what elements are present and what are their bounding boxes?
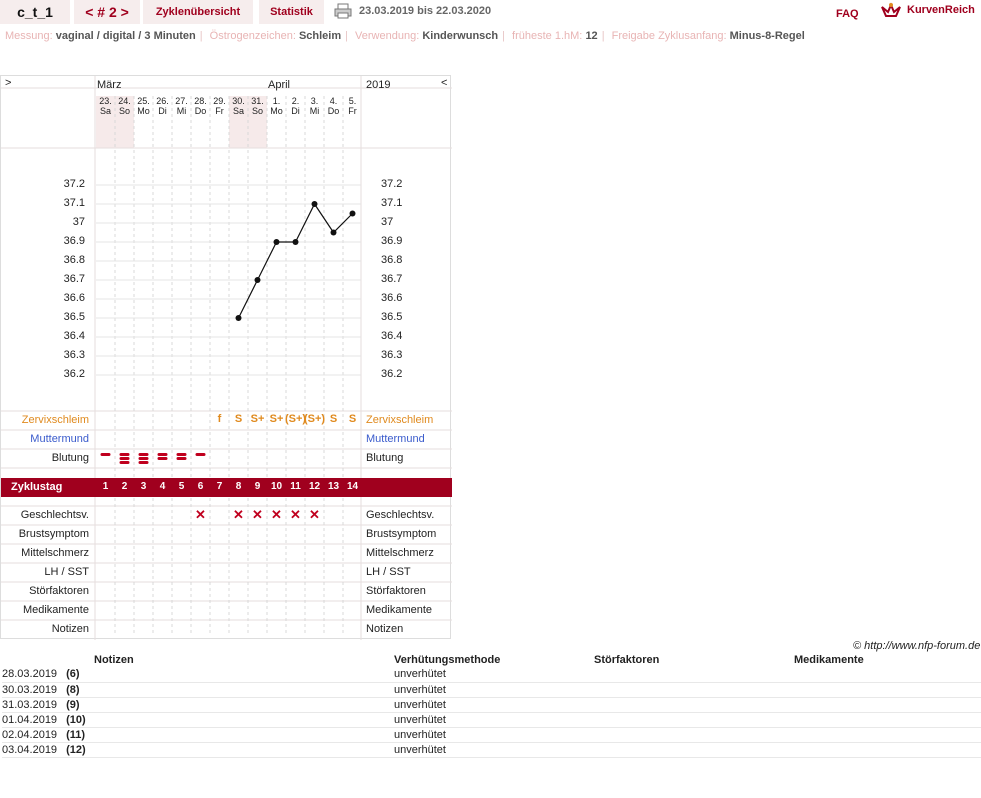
temp-tick-left: 36.7	[63, 273, 85, 285]
zervix-label: Zervixschleim	[21, 414, 89, 426]
notes-date-header	[2, 653, 94, 667]
blutung-label: Blutung	[51, 452, 89, 464]
note-method: unverhütet	[394, 667, 594, 682]
note-method: unverhütet	[394, 727, 594, 742]
day-header	[267, 96, 286, 116]
day-header	[210, 96, 229, 116]
cycle-day-number: 8	[235, 481, 242, 492]
zyklustag-label: Zyklustag	[11, 481, 63, 493]
method-header: Verhütungsmethode	[394, 654, 501, 666]
stoer-label: Störfaktoren	[29, 585, 89, 597]
lh-label-right: LH / SST	[366, 566, 411, 578]
cycle-chart	[0, 75, 451, 639]
weekday: Do	[327, 106, 340, 116]
note-text	[94, 727, 394, 742]
note-medi	[794, 742, 981, 757]
gv-label: Geschlechtsv.	[20, 509, 89, 521]
cycle-day-number: 3	[140, 481, 147, 492]
temperature-point[interactable]	[331, 230, 337, 236]
day-number: 29.	[213, 96, 226, 106]
intercourse-mark: ✕	[271, 507, 282, 522]
table-row[interactable]	[2, 697, 981, 712]
faq-link[interactable]: FAQ	[836, 8, 859, 20]
day-number: 5.	[348, 96, 357, 106]
day-header	[248, 96, 267, 116]
temp-tick-right: 36.7	[381, 273, 403, 285]
day-header	[229, 96, 248, 116]
day-header	[191, 96, 210, 116]
zervix-mark: S+	[269, 413, 284, 425]
bleeding-mark	[158, 453, 168, 456]
cycle-day-number: 2	[121, 481, 128, 492]
cycle-day-number: 13	[327, 481, 340, 492]
bleeding-mark	[177, 453, 187, 456]
day-number: 28.	[194, 96, 207, 106]
temp-tick-right: 36.2	[381, 368, 403, 380]
messung-label: Messung:	[5, 30, 53, 42]
cycle-day-number: 10	[270, 481, 283, 492]
zervix-mark: f	[217, 413, 222, 425]
bleeding-mark	[120, 457, 130, 460]
note-method: unverhütet	[394, 742, 594, 757]
temp-tick-left: 36.3	[63, 349, 85, 361]
temp-tick-right: 37	[381, 216, 394, 228]
bleeding-mark	[101, 453, 111, 456]
temp-tick-right: 36.8	[381, 254, 403, 266]
intercourse-mark: ✕	[252, 507, 263, 522]
weekday: Mi	[309, 106, 320, 116]
temp-tick-left: 37.1	[63, 197, 85, 209]
temperature-point[interactable]	[293, 239, 299, 245]
temp-tick-right: 36.9	[381, 235, 403, 247]
logo-text: KurvenReich	[907, 4, 975, 16]
cycle-day-number: 7	[216, 481, 223, 492]
day-header	[343, 96, 362, 116]
date-range: 23.03.2019 bis 22.03.2020	[359, 5, 492, 17]
mittel-label-right: Mittelschmerz	[366, 547, 434, 559]
day-number: 24.	[118, 96, 131, 106]
medi-label: Medikamente	[22, 604, 89, 616]
intercourse-mark: ✕	[309, 507, 320, 522]
measurement-info: Messung: vaginal / digital / 3 Minuten | Östrogenzeichen: Schleim | Verwendung: Kinderwunsch | früheste 1.hM: 12 | Freigabe Zyklusanfang: Minus-8-Regel	[5, 30, 805, 42]
cycle-day-number: 5	[178, 481, 185, 492]
temp-tick-left: 36.9	[63, 235, 85, 247]
note-text	[94, 667, 394, 682]
table-row[interactable]	[2, 742, 981, 757]
temperature-point[interactable]	[274, 239, 280, 245]
bleeding-mark	[158, 457, 168, 460]
note-stoer	[594, 742, 794, 757]
bleeding-mark	[177, 457, 187, 460]
table-row[interactable]	[2, 712, 981, 727]
day-number: 27.	[175, 96, 188, 106]
medi-header: Medikamente	[794, 654, 864, 666]
freigabe-value: Minus-8-Regel	[729, 30, 805, 42]
stoer-header: Störfaktoren	[594, 654, 660, 666]
notiz-label-right: Notizen	[366, 623, 404, 635]
cycle-day-number: 9	[254, 481, 261, 492]
weekday: So	[251, 106, 263, 116]
kurvenreich-logo[interactable]	[880, 2, 981, 20]
cycle-day-number: 11	[290, 481, 301, 492]
bleeding-mark	[120, 453, 130, 456]
day-header	[134, 96, 153, 116]
day-header	[286, 96, 305, 116]
note-date: 01.04.2019 (10)	[2, 712, 94, 727]
muttermund-label: Muttermund	[30, 433, 89, 445]
temp-tick-left: 37.2	[63, 178, 85, 190]
notiz-label: Notizen	[51, 623, 89, 635]
temperature-point[interactable]	[312, 201, 318, 207]
note-medi	[794, 682, 981, 697]
temp-tick-left: 36.4	[63, 330, 85, 342]
intercourse-mark: ✕	[233, 507, 244, 522]
hm-value: 12	[585, 30, 598, 42]
table-row[interactable]	[2, 727, 981, 742]
note-text	[94, 712, 394, 727]
day-number: 26.	[156, 96, 169, 106]
weekday: Mo	[137, 106, 150, 116]
oestro-value: Schleim	[298, 30, 342, 42]
username: c_t_1	[0, 0, 70, 24]
day-number: 23.	[99, 96, 112, 106]
day-number: 4.	[329, 96, 338, 106]
temp-tick-left: 36.8	[63, 254, 85, 266]
crown-icon	[880, 2, 902, 20]
bleeding-mark	[196, 453, 206, 456]
note-stoer	[594, 682, 794, 697]
zervix-mark: S	[234, 413, 243, 425]
oestro-label: Östrogenzeichen:	[209, 30, 296, 42]
weekday: Mo	[270, 106, 283, 116]
note-medi	[794, 697, 981, 712]
nav-right-button[interactable]: <	[441, 77, 448, 89]
freigabe-label: Freigabe Zyklusanfang:	[611, 30, 727, 42]
weekday: Di	[291, 106, 300, 116]
temp-tick-right: 36.6	[381, 292, 403, 304]
bleeding-mark	[120, 461, 130, 464]
zervix-label-right: Zervixschleim	[366, 414, 434, 426]
intercourse-mark: ✕	[195, 507, 206, 522]
temp-tick-left: 37	[72, 216, 85, 228]
day-number: 1.	[272, 96, 281, 106]
month-april: April	[268, 79, 291, 91]
temperature-point[interactable]	[236, 315, 242, 321]
cycle-day-bar	[1, 478, 452, 497]
temp-tick-right: 37.2	[381, 178, 403, 190]
verwendung-value: Kinderwunsch	[422, 30, 499, 42]
note-stoer	[594, 727, 794, 742]
messung-value: vaginal / digital / 3 Minuten	[55, 30, 196, 42]
day-header	[153, 96, 172, 116]
note-text	[94, 697, 394, 712]
note-medi	[794, 727, 981, 742]
temp-tick-left: 36.2	[63, 368, 85, 380]
cycle-day-number: 6	[197, 481, 204, 492]
cycle-day-number: 1	[102, 481, 109, 492]
note-date: 30.03.2019 (8)	[2, 682, 94, 697]
note-text	[94, 682, 394, 697]
note-stoer	[594, 697, 794, 712]
day-number: 25.	[137, 96, 150, 106]
medi-label-right: Medikamente	[366, 604, 433, 616]
printer-icon[interactable]	[334, 3, 352, 19]
weekday: Fr	[348, 106, 357, 116]
muttermund-label-right: Muttermund	[366, 433, 425, 445]
day-header	[172, 96, 191, 116]
note-method: unverhütet	[394, 697, 594, 712]
note-method: unverhütet	[394, 682, 594, 697]
nav-left-button[interactable]: >	[5, 77, 12, 89]
note-medi	[794, 712, 981, 727]
temp-tick-right: 36.5	[381, 311, 403, 323]
weekday: Sa	[232, 106, 244, 116]
weekday: Sa	[99, 106, 111, 116]
note-medi	[794, 667, 981, 682]
temp-tick-right: 36.4	[381, 330, 403, 342]
cycle-day-number: 12	[308, 481, 321, 492]
notes-table	[2, 653, 981, 758]
temp-tick-right: 36.3	[381, 349, 403, 361]
copyright[interactable]: © http://www.nfp-forum.de	[853, 640, 981, 652]
note-method: unverhütet	[394, 712, 594, 727]
table-row[interactable]	[2, 682, 981, 697]
day-header	[115, 96, 134, 116]
day-number: 3.	[310, 96, 319, 106]
cycle-day-number: 4	[159, 481, 166, 492]
cycle-navigation[interactable]: < # 2 >	[74, 0, 140, 24]
verwendung-label: Verwendung:	[355, 30, 420, 42]
hm-label: früheste 1.hM:	[512, 30, 583, 42]
zervix-mark: S	[329, 413, 338, 425]
temperature-point[interactable]	[255, 277, 261, 283]
weekday: Mi	[176, 106, 187, 116]
temp-tick-left: 36.5	[63, 311, 85, 323]
weekday: So	[118, 106, 130, 116]
zervix-mark: S+	[250, 413, 265, 425]
temperature-point[interactable]	[350, 211, 356, 217]
mittel-label: Mittelschmerz	[21, 547, 89, 559]
weekday: Do	[194, 106, 207, 116]
note-date: 28.03.2019 (6)	[2, 667, 94, 682]
gv-label-right: Geschlechtsv.	[366, 509, 435, 521]
note-date: 31.03.2019 (9)	[2, 697, 94, 712]
lh-label: LH / SST	[44, 566, 89, 578]
tab-cycle-overview[interactable]: Zyklenübersicht	[143, 0, 253, 24]
brust-label: Brustsymptom	[18, 528, 89, 540]
month-maerz: März	[97, 79, 122, 91]
day-header	[324, 96, 343, 116]
weekday: Di	[158, 106, 167, 116]
note-date: 02.04.2019 (11)	[2, 727, 94, 742]
year-label: 2019	[366, 79, 391, 91]
note-stoer	[594, 712, 794, 727]
table-row[interactable]	[2, 667, 981, 682]
cycle-day-number: 14	[346, 481, 359, 492]
blutung-label-right: Blutung	[366, 452, 404, 464]
day-header	[305, 96, 324, 116]
top-bar	[0, 0, 981, 24]
zervix-mark: (S+)	[303, 413, 326, 425]
bleeding-mark	[139, 457, 149, 460]
zervix-mark: (S+)	[284, 413, 307, 425]
temp-tick-left: 36.6	[63, 292, 85, 304]
note-stoer	[594, 667, 794, 682]
note-text	[94, 742, 394, 757]
zervix-mark: S	[348, 413, 357, 425]
notes-header: Notizen	[94, 654, 134, 666]
brust-label-right: Brustsymptom	[366, 528, 437, 540]
day-header	[96, 96, 115, 116]
bleeding-mark	[139, 461, 149, 464]
bleeding-mark	[139, 453, 149, 456]
intercourse-mark: ✕	[290, 507, 301, 522]
note-date: 03.04.2019 (12)	[2, 742, 94, 757]
day-number: 30.	[232, 96, 245, 106]
day-number: 2.	[291, 96, 300, 106]
tab-statistics[interactable]: Statistik	[259, 0, 324, 24]
day-number: 31.	[251, 96, 264, 106]
temp-tick-right: 37.1	[381, 197, 403, 209]
weekday: Fr	[215, 106, 224, 116]
stoer-label-right: Störfaktoren	[366, 585, 426, 597]
